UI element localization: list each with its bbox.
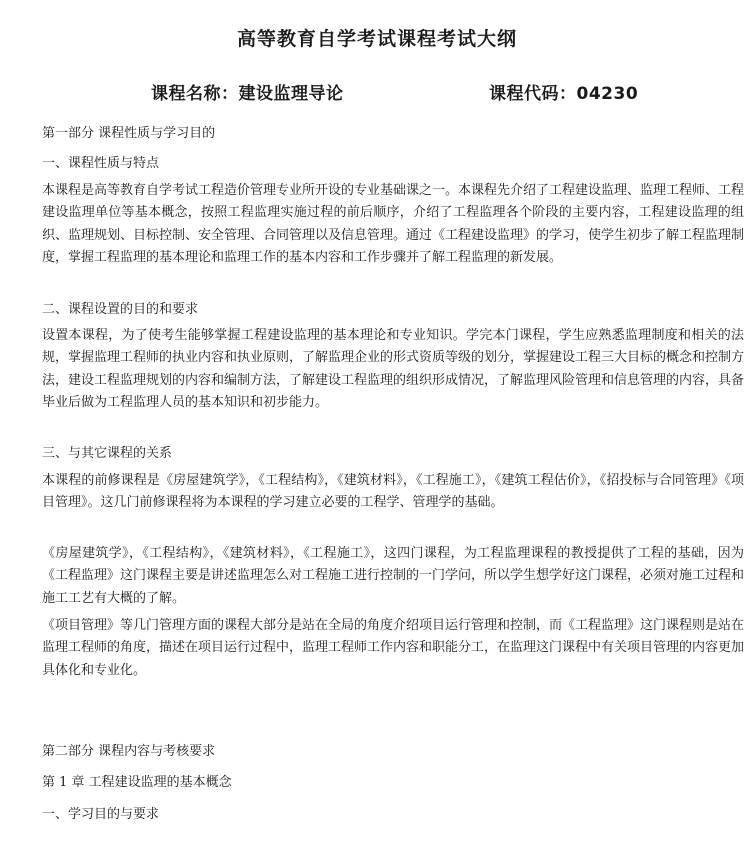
section2-heading: 二、课程设置的目的和要求 — [42, 302, 199, 317]
chapter1-title: 第 1 章 工程建设监理的基本概念 — [42, 775, 232, 790]
part2-title: 第二部分 课程内容与考核要求 — [42, 744, 216, 759]
section3-paragraph-1: 本课程的前修课程是《房屋建筑学》，《工程结构》，《建筑材料》，《工程施工》，《建筑工程估价》，《招投标与合同管理》《项目管理》。这几门前修课程将为本课程的学习建立必要的工程学、管理学的基础。 — [42, 473, 744, 511]
section3-heading: 三、与其它课程的关系 — [42, 446, 173, 461]
section3-paragraph-3: 《项目管理》等几门管理方面的课程大部分是站在全局的角度介绍项目运行管理和控制，而《工程监理》这门课程则是站在监理工程师的角度，描述在项目运行过程中，监理工程师工作内容和职能分工，在监理这门课程中有关项目管理的内容更加具体化和专业化。 — [42, 618, 745, 678]
course-code: 课程代码：04230 — [489, 84, 639, 104]
part1-title: 第一部分 课程性质与学习目的 — [42, 126, 216, 141]
section3-paragraph-2: 《房屋建筑学》，《工程结构》，《建筑材料》，《工程施工》，这四门课程，为工程监理课程的教授提供了工程的基础，因为《工程监理》这门课程主要是讲述监理怎么对工程施工进行控制的一门学问，所以学生想学好这门课程，必须对施工过程和施工工艺有大概的了解。 — [42, 546, 745, 606]
chapter1-section1-heading: 一、学习目的与要求 — [42, 807, 160, 822]
section1-paragraph: 本课程是高等教育自学考试工程造价管理专业所开设的专业基础课之一。本课程先介绍了工程建设监理、监理工程师、工程建设监理单位等基本概念，按照工程监理实施过程的前后顺序，介绍了工程监理各个阶段的主要内容，工程建设监理的组织、监理规划、目标控制、安全管理、合同管理以及信息管理。通过《工程建设监理》的学习，使学生初步了解工程监理制度，掌握工程监理的基本理论和监理工作的基本内容和工作步骤并了解工程监理的新发展。 — [42, 183, 745, 266]
section2-paragraph: 设置本课程，为了使考生能够掌握工程建设监理的基本理论和专业知识。学完本门课程，学生应熟悉监理制度和相关的法规，掌握监理工程师的执业内容和执业原则，了解监理企业的形式资质等级的划分，掌握建设工程三大目标的概念和控制方法，建设工程监理规划的内容和编制方法，了解建设工程监理的组织形成情况，了解监理风险管理和信息管理的内容，具备毕业后做为工程监理人员的基本知识和初步能力。 — [42, 328, 745, 411]
course-name: 课程名称：建设监理导论 — [151, 84, 344, 104]
section1-heading: 一、课程性质与特点 — [42, 156, 160, 171]
document-title: 高等教育自学考试课程考试大纲 — [236, 28, 517, 50]
